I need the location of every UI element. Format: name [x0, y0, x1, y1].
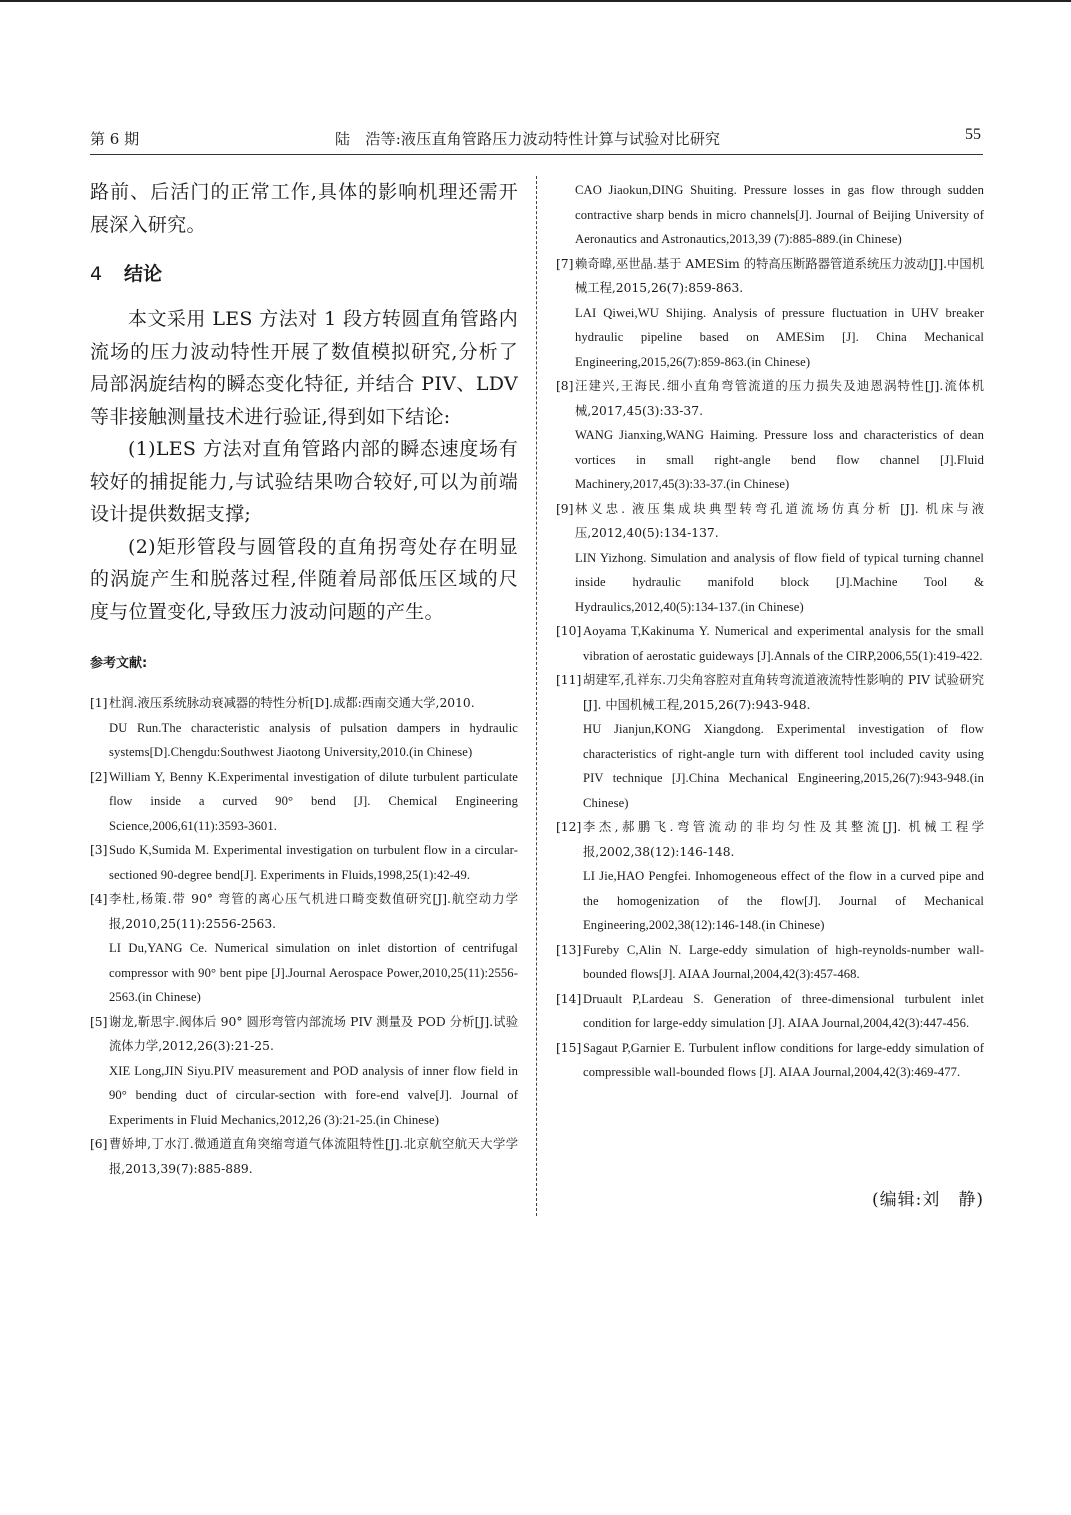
reference-chinese: 胡建军,孔祥东.刀尖角容腔对直角转弯流道液流特性影响的 PIV 试验研究[J]. 中国机械工程,2015,26(7):943-948. [583, 673, 984, 712]
reference-english: Fureby C,Alin N. Large-eddy simulation of high-reynolds-number wall-bounded flows[J]. AIAA Journal,2004,42(3):457-468. [583, 942, 984, 981]
reference-item [556, 1036, 984, 1085]
reference-6-english: CAO Jiaokun,DING Shuiting. Pressure losses in gas flow through sudden contractive sharp bends in micro channels[J]. Journal of Beijing University of Aeronautics and Astronautics,2013,39 (7):885-889.(in Chinese) [575, 183, 984, 246]
reference-number: [7] [556, 256, 574, 271]
reference-english: Aoyama T,Kakinuma Y. Numerical and experimental analysis for the small vibration of aerostatic guideways [J].Annals of the CIRP,2006,55(1):419-422. [583, 624, 984, 663]
column-divider [536, 176, 537, 1216]
editor-note: (编辑:刘 静) [872, 1190, 984, 1210]
reference-number: [3] [90, 843, 108, 857]
reference-english: DU Run.The characteristic analysis of pulsation dampers in hydraulic systems[D].Chengdu:Southwest Jiaotong University,2010.(in Chinese) [109, 720, 518, 759]
reference-english: HU Jianjun,KONG Xiangdong. Experimental investigation of flow characteristics of right-angle turn with different tool included cavity using PIV technique [J].China Mechanical Engineering,2015,26(7):943-948.(in Chinese) [583, 722, 984, 810]
reference-number: [9] [556, 501, 574, 516]
references-list-left [90, 691, 518, 1181]
reference-item [90, 691, 518, 765]
reference-number: [14] [556, 991, 582, 1006]
reference-number: [6] [90, 1137, 108, 1151]
reference-number: [2] [90, 769, 108, 784]
reference-number: [12] [556, 820, 582, 834]
reference-number: [13] [556, 942, 582, 957]
reference-english: Sagaut P,Garnier E. Turbulent inflow conditions for large-eddy simulation of compressible wall-bounded flows [J]. AIAA Journal,2004,42(3):469-477. [583, 1040, 984, 1079]
carry-over-paragraph: 路前、后活门的正常工作,具体的影响机理还需开展深入研究。 [90, 181, 518, 236]
reference-english: Sudo K,Sumida M. Experimental investigation on turbulent flow in a circular-sectioned 90-degree bend[J]. Experiments in Fluids,1998,25(1):42-49. [109, 843, 518, 882]
reference-item [90, 1132, 518, 1181]
top-rule [0, 0, 1071, 2]
reference-item [90, 1010, 518, 1133]
reference-english: XIE Long,JIN Siyu.PIV measurement and POD analysis of inner flow field in 90° bending duct of circular-section with fore-end valve[J]. Journal of Experiments in Fluid Mechanics,2012,26 (3):21-25.(in Chinese) [109, 1063, 518, 1127]
conclusion-paragraph: 本文采用 LES 方法对 1 段方转圆直角管路内流场的压力波动特性开展了数值模拟研究,分析了局部涡旋结构的瞬态变化特征, 并结合 PIV、LDV 等非接触测量技术进行验证,得到如下结论: [90, 308, 518, 428]
page-header [90, 126, 983, 155]
reference-number: [15] [556, 1040, 582, 1055]
reference-chinese: 赖奇暐,巫世晶.基于 AMESim 的特高压断路器管道系统压力波动[J].中国机械工程,2015,26(7):859-863. [575, 256, 984, 295]
reference-item [556, 374, 984, 497]
reference-number: [1] [90, 696, 108, 710]
reference-number: [5] [90, 1014, 108, 1029]
reference-chinese: 汪建兴,王海民.细小直角弯管流道的压力损失及迪恩涡特性[J].流体机械,2017,45(3):33-37. [575, 379, 984, 418]
conclusion-item-2: (2)矩形管段与圆管段的直角拐弯处存在明显的涡旋产生和脱落过程,伴随着局部低压区域的尺度与位置变化,导致压力波动问题的产生。 [90, 535, 518, 623]
running-title: 陆 浩等:液压直角管路压力波动特性计算与试验对比研究 [335, 130, 721, 148]
reference-number: [10] [556, 624, 582, 638]
reference-chinese: 谢龙,靳思宇.阀体后 90° 圆形弯管内部流场 PIV 测量及 POD 分析[J].试验流体力学,2012,26(3):21-25. [109, 1014, 518, 1053]
reference-item [556, 619, 984, 668]
section-title: 结论 [124, 263, 163, 285]
conclusion-item-1: (1)LES 方法对直角管路内部的瞬态速度场有较好的捕捉能力,与试验结果吻合较好,可以为前端设计提供数据支撑; [90, 438, 518, 525]
reference-item [90, 765, 518, 839]
reference-item [556, 497, 984, 620]
reference-item [556, 815, 984, 938]
section-number: 4 [90, 263, 103, 285]
reference-english: William Y, Benny K.Experimental investigation of dilute turbulent particulate flow inside a curved 90° bend [J]. Chemical Engineering Science,2006,61(11):3593-3601. [109, 769, 518, 833]
reference-item [556, 938, 984, 987]
reference-chinese: 李杰,郝鹏飞.弯管流动的非均匀性及其整流[J]. 机械工程学报,2002,38(12):146-148. [583, 820, 984, 859]
reference-item [556, 252, 984, 375]
reference-english: WANG Jianxing,WANG Haiming. Pressure loss and characteristics of dean vortices in small right-angle bend flow channel [J].Fluid Machinery,2017,45(3):33-37.(in Chinese) [575, 428, 984, 491]
section-heading [90, 259, 518, 289]
reference-number: [4] [90, 892, 108, 906]
page-number: 55 [965, 126, 981, 143]
reference-item [90, 887, 518, 1010]
reference-english: LAI Qiwei,WU Shijing. Analysis of pressure fluctuation in UHV breaker hydraulic pipeline based on AMESim [J]. China Mechanical Engineering,2015,26(7):859-863.(in Chinese) [575, 305, 984, 369]
reference-chinese: 曹娇坤,丁水汀.微通道直角突缩弯道气体流阻特性[J].北京航空航天大学学报,2013,39(7):885-889. [109, 1137, 518, 1176]
issue-label: 第 6 期 [90, 130, 140, 148]
right-column [556, 178, 984, 1085]
references-list-right [556, 252, 984, 1085]
reference-chinese: 李杜,杨策.带 90° 弯管的离心压气机进口畸变数值研究[J].航空动力学报,2010,25(11):2556-2563. [109, 892, 518, 931]
left-column [90, 176, 518, 1181]
reference-english: LIN Yizhong. Simulation and analysis of flow field of typical turning channel inside hydraulic manifold block [J].Machine Tool & Hydraulics,2012,40(5):134-137.(in Chinese) [575, 550, 984, 614]
reference-number: [11] [556, 673, 582, 687]
reference-item [556, 987, 984, 1036]
reference-english: LI Du,YANG Ce. Numerical simulation on inlet distortion of centrifugal compressor with 90° bent pipe [J].Journal Aerospace Power,2010,25(11):2556-2563.(in Chinese) [109, 941, 518, 1004]
reference-item [90, 838, 518, 887]
reference-english: LI Jie,HAO Pengfei. Inhomogeneous effect of the flow in a curved pipe and the homogenization of the flow[J]. Journal of Mechanical Engineering,2002,38(12):146-148.(in Chinese) [583, 869, 984, 932]
reference-chinese: 杜润.液压系统脉动衰减器的特性分析[D].成都:西南交通大学,2010. [109, 696, 475, 710]
reference-item [556, 668, 984, 815]
reference-number: [8] [556, 379, 574, 393]
reference-english: Druault P,Lardeau S. Generation of three-dimensional turbulent inlet condition for large-eddy simulation [J]. AIAA Journal,2004,42(3):447-456. [583, 991, 984, 1030]
references-heading: 参考文献: [90, 656, 148, 671]
reference-continuation [556, 178, 984, 252]
reference-chinese: 林义忠. 液压集成块典型转弯孔道流场仿真分析 [J]. 机床与液压,2012,40(5):134-137. [575, 501, 984, 540]
